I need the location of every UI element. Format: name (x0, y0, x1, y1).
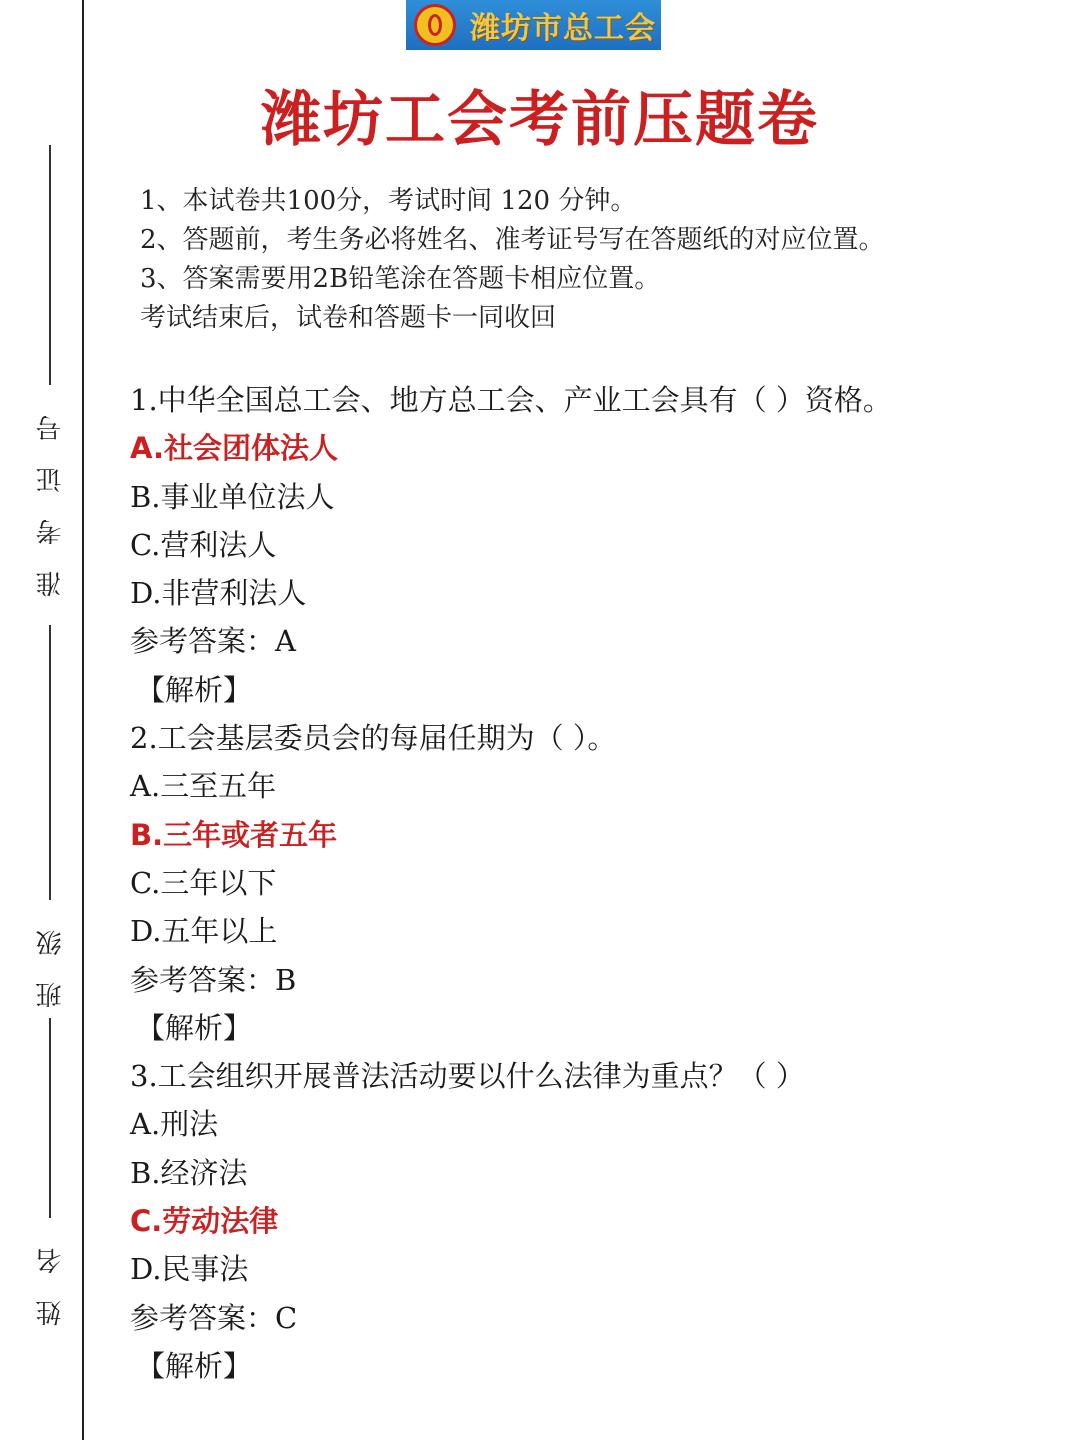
binding-margin-line (82, 0, 84, 1440)
side-field-exam-no (30, 145, 70, 601)
instruction-line: 3、答案需要用2B铅笔涂在答题卡相应位置。 (140, 264, 661, 294)
fill-in-line (49, 145, 51, 385)
option: B.事业单位法人 (130, 479, 335, 514)
union-emblem-icon (414, 4, 456, 46)
question-stem: 1.中华全国总工会、地方总工会、产业工会具有（ ）资格。 (130, 383, 892, 417)
side-label-class: 班级 (35, 904, 66, 1008)
side-field-name (30, 1018, 70, 1330)
analysis-label: 【解析】 (136, 672, 253, 707)
exam-instructions (140, 182, 885, 338)
side-field-class (30, 625, 70, 1012)
fill-in-line (49, 1018, 51, 1218)
option: A.三至五年 (130, 769, 277, 804)
instruction-line: 1、本试卷共100分，考试时间 120 分钟。 (140, 186, 637, 216)
question-stem: 3.工会组织开展普法活动要以什么法律为重点？（ ） (130, 1059, 805, 1094)
option-correct: C.劳动法律 (130, 1204, 279, 1239)
logo-text: 潍坊市总工会 (470, 11, 656, 46)
side-label-exam-no: 准考证号 (35, 389, 66, 597)
instruction-line: 2、答题前，考生务必将姓名、准考证号写在答题纸的对应位置。 (140, 225, 885, 255)
option: C.营利法人 (130, 527, 277, 562)
union-logo-banner (406, 0, 661, 50)
question-stem: 2.工会基层委员会的每届任期为（ ）。 (130, 721, 617, 756)
option: C.三年以下 (130, 865, 277, 900)
reference-answer: 参考答案：C (130, 1300, 298, 1335)
page-title: 潍坊工会考前压题卷 (261, 85, 819, 155)
option: A.刑法 (130, 1107, 219, 1142)
instruction-line: 考试结束后，试卷和答题卡一同收回 (140, 303, 557, 333)
option: D.非营利法人 (130, 576, 307, 611)
option: B.经济法 (130, 1155, 248, 1190)
option-correct: A.社会团体法人 (130, 431, 338, 466)
question-list (130, 376, 892, 1390)
analysis-label: 【解析】 (136, 1010, 253, 1045)
option-correct: B.三年或者五年 (130, 817, 338, 852)
option: D.五年以上 (130, 914, 278, 949)
analysis-label: 【解析】 (136, 1348, 253, 1383)
option: D.民事法 (130, 1252, 249, 1287)
reference-answer: 参考答案：B (130, 962, 297, 997)
reference-answer: 参考答案：A (130, 624, 296, 659)
fill-in-line (49, 625, 51, 900)
side-label-name: 姓名 (35, 1222, 66, 1326)
